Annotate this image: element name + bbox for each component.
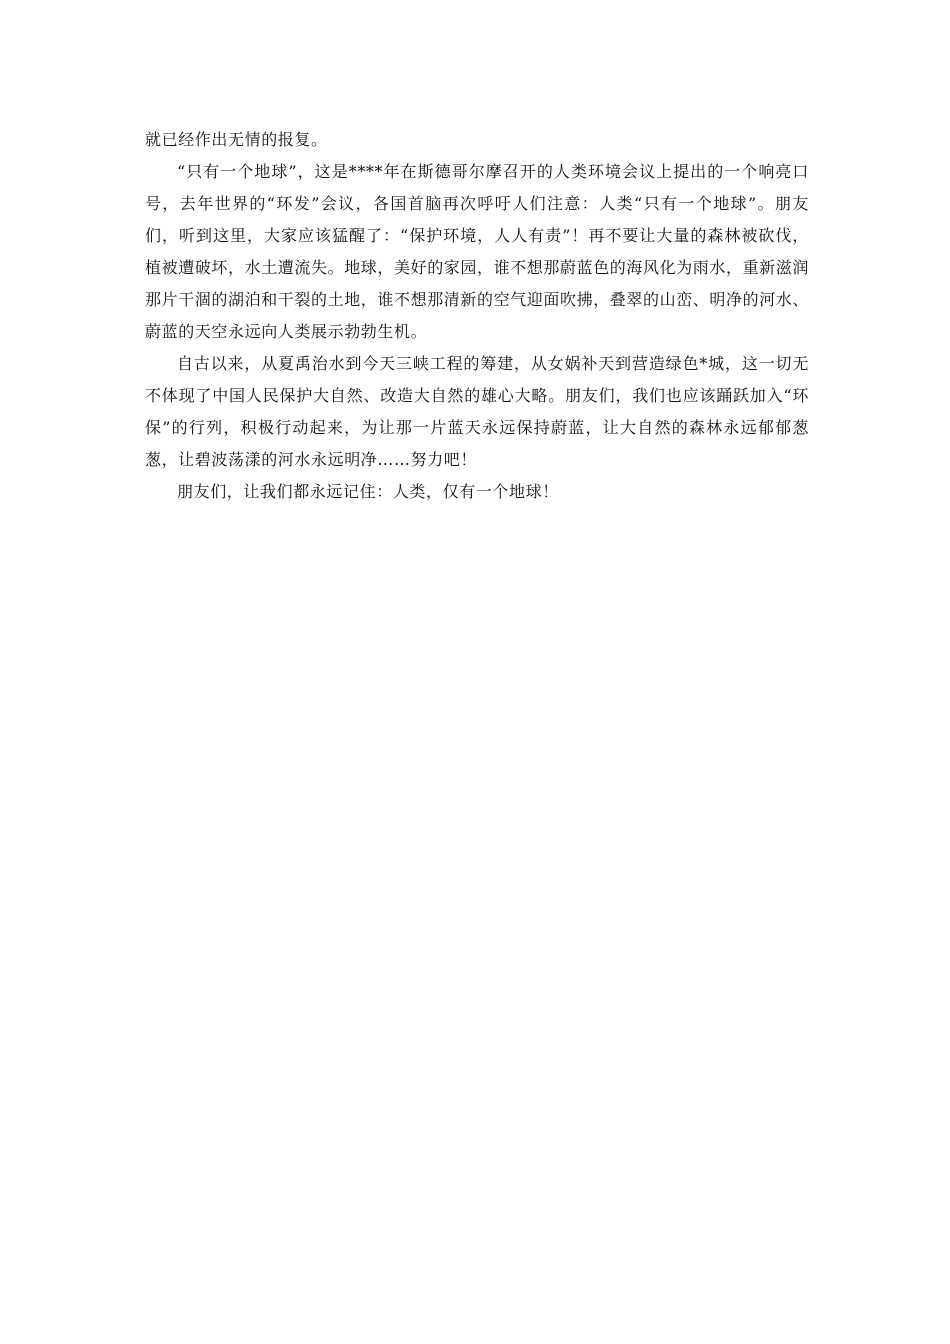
paragraph-closing: 朋友们，让我们都永远记住：人类，仅有一个地球！ bbox=[177, 482, 559, 501]
paragraph-only-one-earth: “只有一个地球”，这是****年在斯德哥尔摩召开的人类环境会议上提出的一个响亮口号，去年世界的“环发”会议，各国首脑再次呼吁人们注意：人类“只有一个地球”。朋友们，听到这里，大家应该猛醒了：“保护环境，人人有责”！再不要让大量的森林被砍伐，植被遭破坏，水土遭流失。地球，美好的家园，谁不想那蔚蓝色的海风化为雨水，重新滋润那片干涸的湖泊和干裂的土地，谁不想那清新的空气迎面吹拂，叠翠的山峦、明净的河水、蔚蓝的天空永远向人类展示勃勃生机。 bbox=[145, 162, 810, 341]
document-body bbox=[145, 124, 809, 508]
paragraph-since-ancient-times: 自古以来，从夏禹治水到今天三峡工程的筹建，从女娲补天到营造绿色*城，这一切无不体现了中国人民保护大自然、改造大自然的雄心大略。朋友们，我们也应该踊跃加入“环保”的行列，积极行动起来，为让那一片蓝天永远保持蔚蓝，让大自然的森林永远郁郁葱葱，让碧波荡漾的河水永远明净……努力吧！ bbox=[145, 354, 809, 469]
paragraph-continuation: 就已经作出无情的报复。 bbox=[145, 130, 328, 149]
